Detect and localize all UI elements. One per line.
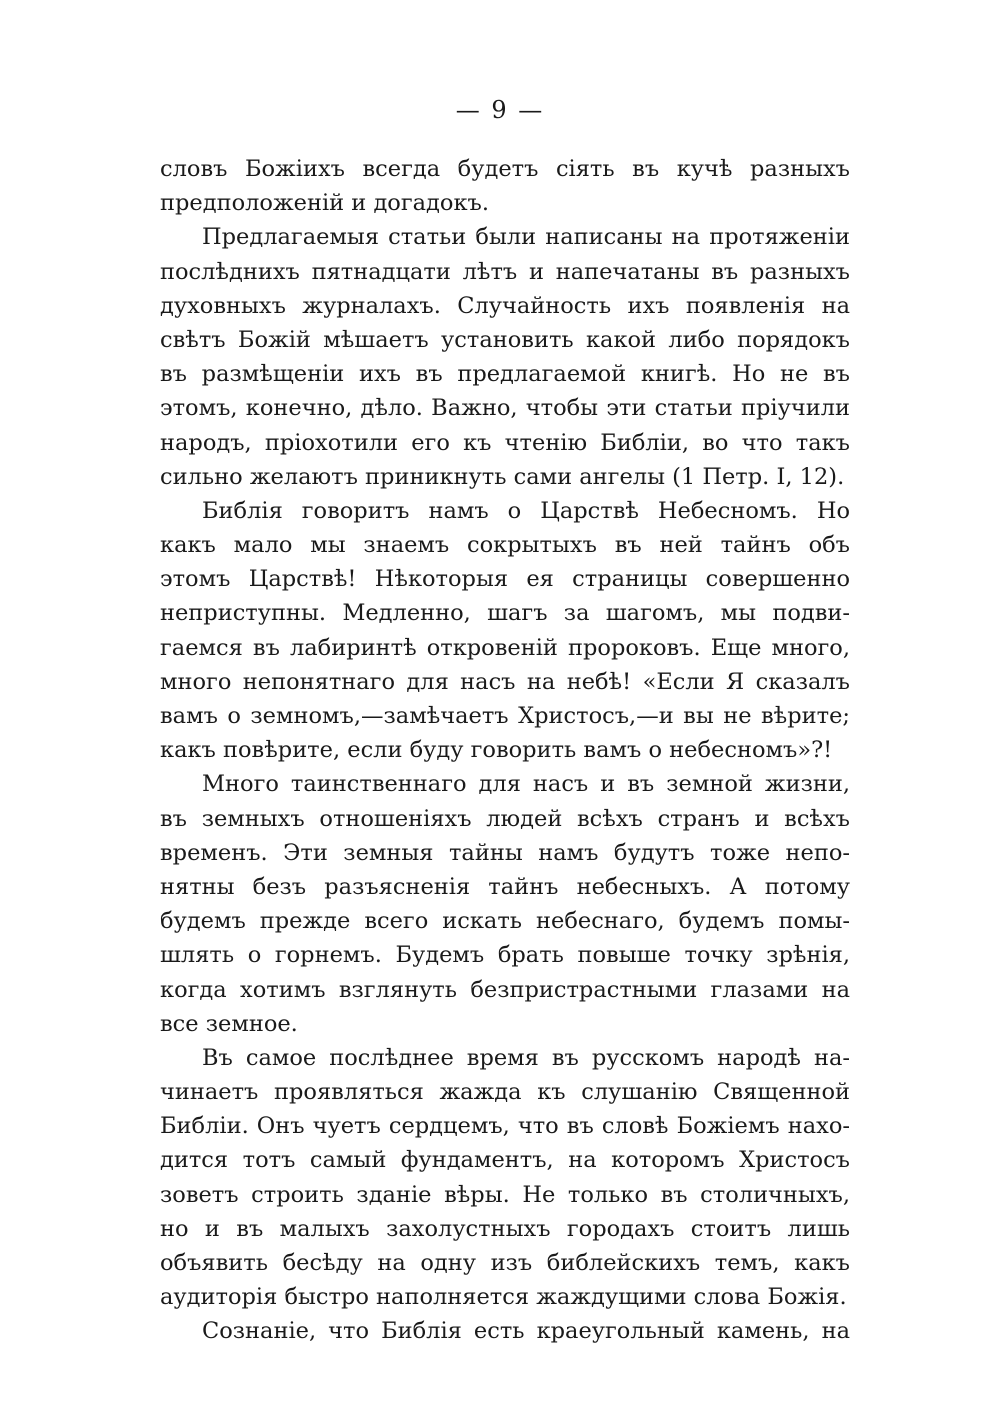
text-line: въ размѣщеніи ихъ въ предлагаемой книгѣ. Но не въ <box>160 361 850 388</box>
paragraph-4 <box>160 767 850 1041</box>
text-line: зоветъ строить зданіе вѣры. Не только въ столичныхъ, <box>160 1181 850 1208</box>
text-line: дится тотъ самый фундаментъ, на которомъ Христосъ <box>160 1147 850 1174</box>
page-number: — 9 — <box>455 96 545 124</box>
body-text <box>160 152 850 1349</box>
text-line: Библіи. Онъ чуетъ сердцемъ, что въ словѣ Божіемъ нахо- <box>160 1113 850 1140</box>
paragraph-5 <box>160 1041 850 1315</box>
text-line: много непонятнаго для насъ на небѣ! «Если Я сказалъ <box>160 668 850 695</box>
text-line: аудиторія быстро наполняется жаждущими слова Божія. <box>160 1284 847 1311</box>
paragraph-3 <box>160 494 850 768</box>
text-line: какъ мало мы знаемъ сокрытыхъ въ ней тайнъ объ <box>160 532 850 559</box>
text-line: но и въ малыхъ захолустныхъ городахъ стоитъ лишь <box>160 1215 850 1242</box>
text-line: гаемся въ лабиринтѣ откровеній пророковъ. Еще много, <box>160 634 850 661</box>
text-line: свѣтъ Божій мѣшаетъ установить какой либо порядокъ <box>160 326 850 353</box>
text-line: сильно желаютъ приникнуть сами ангелы (1 Петр. I, 12). <box>160 463 845 490</box>
text-line: какъ повѣрите, если буду говорить вамъ о небесномъ»?! <box>160 737 833 764</box>
text-line: вамъ о земномъ,—замѣчаетъ Христосъ,—и вы не вѣрите; <box>160 703 850 729</box>
text-line: Библія говоритъ намъ о Царствѣ Небесномъ. Но <box>202 497 850 524</box>
text-line: нятны безъ разъясненія тайнъ небесныхъ. А потому <box>160 873 850 900</box>
paragraph-2 <box>160 220 850 494</box>
text-line: Сознаніе, что Библія есть краеугольный камень, на <box>202 1318 850 1345</box>
text-line: временъ. Эти земныя тайны намъ будутъ тоже непо- <box>160 839 850 866</box>
text-line: все земное. <box>160 1010 298 1037</box>
text-line: этомъ Царствѣ! Нѣкоторыя ея страницы совершенно <box>160 566 850 593</box>
text-line: въ земныхъ отношеніяхъ людей всѣхъ странъ и всѣхъ <box>160 805 850 832</box>
paragraph-1 <box>160 152 850 220</box>
text-line: Много таинственнаго для насъ и въ земной жизни, <box>202 771 850 798</box>
text-line: когда хотимъ взглянуть безпристрастными глазами на <box>160 976 850 1003</box>
text-line: объявить бесѣду на одну изъ библейскихъ темъ, какъ <box>160 1250 850 1276</box>
text-line: послѣднихъ пятнадцати лѣтъ и напечатаны въ разныхъ <box>160 258 850 285</box>
text-line: духовныхъ журналахъ. Случайность ихъ появленія на <box>160 292 850 319</box>
text-line: чинаетъ проявляться жажда къ слушанію Священной <box>160 1079 850 1106</box>
text-line: шлять о горнемъ. Будемъ брать повыше точку зрѣнія, <box>160 942 850 969</box>
text-line: неприступны. Медленно, шагъ за шагомъ, мы подви- <box>160 600 850 627</box>
text-line: предположеній и догадокъ. <box>160 190 489 217</box>
text-line: Предлагаемыя статьи были написаны на протяженіи <box>202 224 850 251</box>
text-line: этомъ, конечно, дѣло. Важно, чтобы эти статьи пріучили <box>160 395 850 422</box>
text-line: будемъ прежде всего искать небеснаго, будемъ помы- <box>160 908 850 935</box>
text-line: Въ самое послѣднее время въ русскомъ народѣ на- <box>202 1044 850 1071</box>
text-line: словъ Божіихъ всегда будетъ сіять въ кучѣ разныхъ <box>160 156 850 182</box>
paragraph-6 <box>160 1314 850 1348</box>
text-line: народъ, пріохотили его къ чтенію Библіи, во что такъ <box>160 429 850 456</box>
